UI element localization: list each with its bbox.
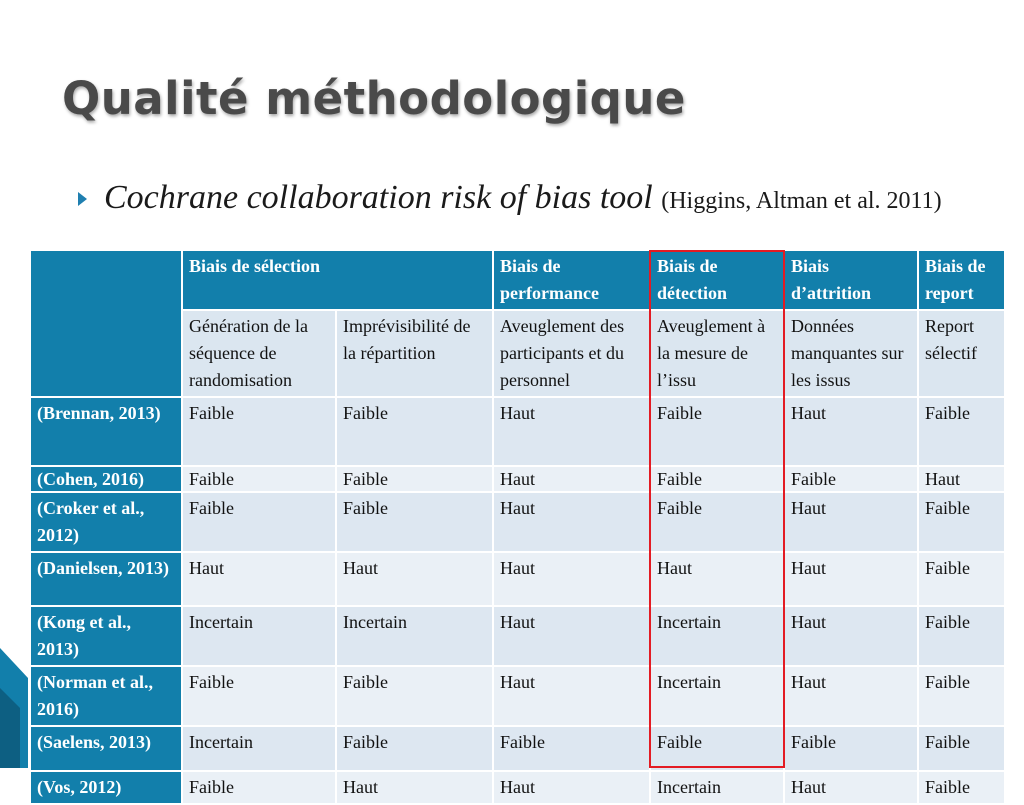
table-cell: Faible xyxy=(918,666,1005,726)
table-cell: Faible xyxy=(784,726,918,771)
table-cell: Faible xyxy=(918,726,1005,771)
bullet-citation: (Higgins, Altman et al. 2011) xyxy=(661,188,942,214)
table-row xyxy=(30,466,1005,492)
sub-header-selective-report: Report sélectif xyxy=(918,310,1005,397)
sub-header-participant-blinding: Aveuglement des participants et du personnel xyxy=(493,310,650,397)
table-cell: Incertain xyxy=(650,666,784,726)
table-cell: Haut xyxy=(182,552,336,606)
table-cell: Faible xyxy=(784,466,918,492)
slide-title: Qualité méthodologique xyxy=(62,72,686,125)
table-cell: Haut xyxy=(493,666,650,726)
table-cell: Faible xyxy=(336,666,493,726)
table-cell: Faible xyxy=(336,726,493,771)
table-cell: Haut xyxy=(784,492,918,552)
table-cell: Incertain xyxy=(650,606,784,666)
study-name: (Norman et al., 2016) xyxy=(30,666,182,726)
study-name: (Vos, 2012) xyxy=(30,771,182,804)
group-header-report: Biais de report xyxy=(918,250,1005,310)
bullet-main-text: Cochrane collaboration risk of bias tool xyxy=(104,179,653,216)
table-cell: Faible xyxy=(182,466,336,492)
table-cell: Incertain xyxy=(182,606,336,666)
table-row xyxy=(30,397,1005,466)
group-header-performance: Biais de performance xyxy=(493,250,650,310)
study-name: (Saelens, 2013) xyxy=(30,726,182,771)
table-cell: Haut xyxy=(493,492,650,552)
table-cell: Haut xyxy=(493,466,650,492)
table-cell: Faible xyxy=(650,492,784,552)
table-cell: Faible xyxy=(918,552,1005,606)
table-cell: Faible xyxy=(336,397,493,466)
table-cell: Haut xyxy=(493,397,650,466)
risk-of-bias-table xyxy=(29,249,1006,805)
study-name: (Croker et al., 2012) xyxy=(30,492,182,552)
table-cell: Haut xyxy=(493,771,650,804)
table-row xyxy=(30,771,1005,804)
group-header-attrition: Biais d’attrition xyxy=(784,250,918,310)
table-cell: Faible xyxy=(650,466,784,492)
table-row xyxy=(30,606,1005,666)
table-cell: Faible xyxy=(182,771,336,804)
table-cell: Faible xyxy=(182,666,336,726)
corner-decoration xyxy=(0,648,28,768)
group-header-selection: Biais de sélection xyxy=(182,250,493,310)
table-cell: Faible xyxy=(918,492,1005,552)
table-cell: Haut xyxy=(784,771,918,804)
table-cell: Faible xyxy=(918,397,1005,466)
table-cell: Incertain xyxy=(182,726,336,771)
table-cell: Faible xyxy=(336,466,493,492)
risk-of-bias-table-wrap xyxy=(29,249,1004,805)
sub-header-missing-data: Données manquantes sur les issus xyxy=(784,310,918,397)
sub-header-allocation-concealment: Imprévisibilité de la répartition xyxy=(336,310,493,397)
table-cell: Haut xyxy=(336,771,493,804)
table-cell: Faible xyxy=(918,606,1005,666)
table-cell: Haut xyxy=(784,666,918,726)
sub-header-sequence-generation: Génération de la séquence de randomisation xyxy=(182,310,336,397)
table-cell: Haut xyxy=(493,606,650,666)
study-name: (Danielsen, 2013) xyxy=(30,552,182,606)
bullet-arrow-icon xyxy=(78,192,87,206)
table-cell: Incertain xyxy=(650,771,784,804)
table-cell: Faible xyxy=(650,726,784,771)
sub-header-outcome-blinding: Aveuglement à la mesure de l’issu xyxy=(650,310,784,397)
table-cell: Haut xyxy=(784,397,918,466)
study-name: (Brennan, 2013) xyxy=(30,397,182,466)
table-cell: Haut xyxy=(784,552,918,606)
table-cell: Incertain xyxy=(336,606,493,666)
table-cell: Faible xyxy=(336,492,493,552)
table-cell: Haut xyxy=(918,466,1005,492)
table-row xyxy=(30,552,1005,606)
study-name: (Kong et al., 2013) xyxy=(30,606,182,666)
group-header-detection: Biais de détection xyxy=(650,250,784,310)
table-cell: Faible xyxy=(650,397,784,466)
table-cell: Faible xyxy=(182,492,336,552)
table-cell: Faible xyxy=(493,726,650,771)
study-name: (Cohen, 2016) xyxy=(30,466,182,492)
table-cell: Faible xyxy=(918,771,1005,804)
table-row xyxy=(30,666,1005,726)
table-cell: Faible xyxy=(182,397,336,466)
table-row xyxy=(30,726,1005,771)
table-cell: Haut xyxy=(493,552,650,606)
corner-header-cell xyxy=(30,250,182,397)
table-cell: Haut xyxy=(336,552,493,606)
table-cell: Haut xyxy=(784,606,918,666)
table-row xyxy=(30,492,1005,552)
table-cell: Haut xyxy=(650,552,784,606)
